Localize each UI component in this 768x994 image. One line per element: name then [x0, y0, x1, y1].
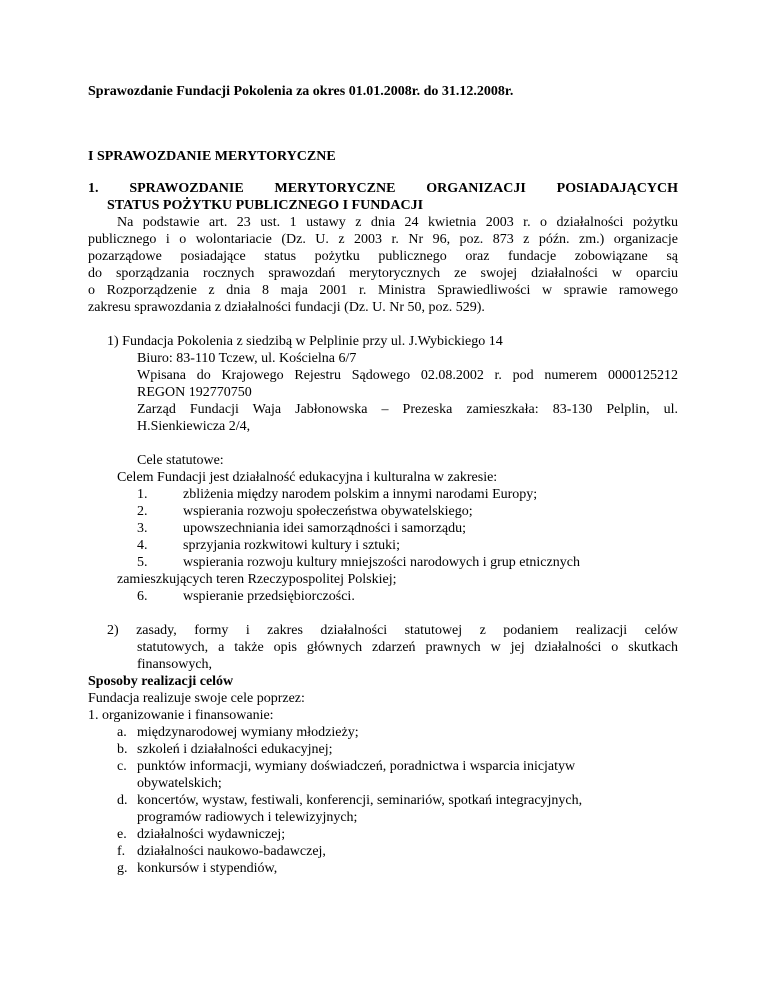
methods-heading: Sposoby realizacji celów [88, 674, 234, 689]
goal-text: wspierania rozwoju kultury mniejszości narodowych i grup etnicznych [183, 555, 580, 570]
method-text: działalności wydawniczej; [137, 827, 286, 842]
methods-item-1: 1. organizowanie i finansowanie: [88, 708, 274, 723]
intro-line: publicznego i o wolontariacie (Dz. U. z 2003 r. Nr 96, poz. 873 z późn. zm.) organizacje [88, 232, 678, 247]
intro-line: pozarządowe posiadające status pożytku publicznego oraz fundacje zobowiązane są [88, 249, 678, 264]
intro-line: Na podstawie art. 23 ust. 1 ustawy z dnia 24 kwietnia 2003 r. o działalności pożytku [117, 215, 678, 230]
method-letter: f. [117, 844, 126, 859]
goals-intro: Celem Fundacji jest działalność edukacyjna i kulturalna w zakresie: [117, 470, 498, 485]
method-text: działalności naukowo-badawczej, [137, 844, 326, 859]
method-letter: a. [117, 725, 127, 740]
goal-text: wspierania rozwoju społeczeństwa obywatelskiego; [183, 504, 473, 519]
goal-number: 3. [137, 521, 148, 536]
method-text: punktów informacji, wymiany doświadczeń, poradnictwa i wsparcia inicjatyw [137, 759, 576, 774]
method-letter: c. [117, 759, 127, 774]
point1-line: Zarząd Fundacji Waja Jabłonowska – Prezeska zamieszkała: 83-130 Pelplin, ul. [137, 402, 678, 417]
goal-text: upowszechniania idei samorządności i samorządu; [183, 521, 467, 536]
point1-line: Biuro: 83-110 Tczew, ul. Kościelna 6/7 [137, 351, 357, 366]
goal-text-continued: zamieszkujących teren Rzeczypospolitej Polskiej; [117, 572, 397, 587]
method-text: szkoleń i działalności edukacyjnej; [137, 742, 333, 757]
point1-line: 1) Fundacja Pokolenia z siedzibą w Pelplinie przy ul. J.Wybickiego 14 [107, 334, 503, 349]
method-text-continued: programów radiowych i telewizyjnych; [137, 810, 358, 825]
method-letter: g. [117, 861, 128, 876]
intro-line: do sporządzania rocznych sprawozdań merytorycznych ze swojej działalności w oparciu [88, 266, 678, 281]
methods-intro: Fundacja realizuje swoje cele poprzez: [88, 691, 305, 706]
sub-heading-line-1: 1. SPRAWOZDANIE MERYTORYCZNE ORGANIZACJI POSIADAJĄCYCH [88, 181, 678, 196]
point2-line: finansowych, [137, 657, 213, 672]
goal-text: sprzyjania rozkwitowi kultury i sztuki; [183, 538, 400, 553]
sub-heading-line-2: STATUS POŻYTKU PUBLICZNEGO I FUNDACJI [107, 198, 424, 213]
point2-line: statutowych, a także opis głównych zdarzeń prawnych w jej działalności o skutkach [137, 640, 678, 655]
intro-line: zakresu sprawozdania z działalności fundacji (Dz. U. Nr 50, poz. 529). [88, 300, 485, 315]
point1-line: H.Sienkiewicza 2/4, [137, 419, 251, 434]
goal-text: zbliżenia między narodem polskim a innymi narodami Europy; [183, 487, 538, 502]
method-text: koncertów, wystaw, festiwali, konferencji, seminariów, spotkań integracyjnych, [137, 793, 583, 808]
goals-label: Cele statutowe: [137, 453, 224, 468]
goal-number: 5. [137, 555, 148, 570]
method-text: konkursów i stypendiów, [137, 861, 278, 876]
section-heading: I SPRAWOZDANIE MERYTORYCZNE [88, 149, 336, 164]
document-title: Sprawozdanie Fundacji Pokolenia za okres 01.01.2008r. do 31.12.2008r. [88, 84, 514, 99]
method-text-continued: obywatelskich; [137, 776, 222, 791]
goal-number: 2. [137, 504, 148, 519]
method-letter: d. [117, 793, 128, 808]
goal-text: wspieranie przedsiębiorczości. [183, 589, 355, 604]
goal-number: 6. [137, 589, 148, 604]
intro-line: o Rozporządzenie z dnia 8 maja 2001 r. Ministra Sprawiedliwości w sprawie ramowego [88, 283, 678, 298]
point2-line: 2) zasady, formy i zakres działalności statutowej z podaniem realizacji celów [107, 623, 678, 638]
point1-line: Wpisana do Krajowego Rejestru Sądowego 02.08.2002 r. pod numerem 0000125212 [137, 368, 678, 383]
goal-number: 4. [137, 538, 148, 553]
method-text: międzynarodowej wymiany młodzieży; [137, 725, 359, 740]
method-letter: e. [117, 827, 127, 842]
method-letter: b. [117, 742, 128, 757]
point1-line: REGON 192770750 [137, 385, 252, 400]
goal-number: 1. [137, 487, 148, 502]
